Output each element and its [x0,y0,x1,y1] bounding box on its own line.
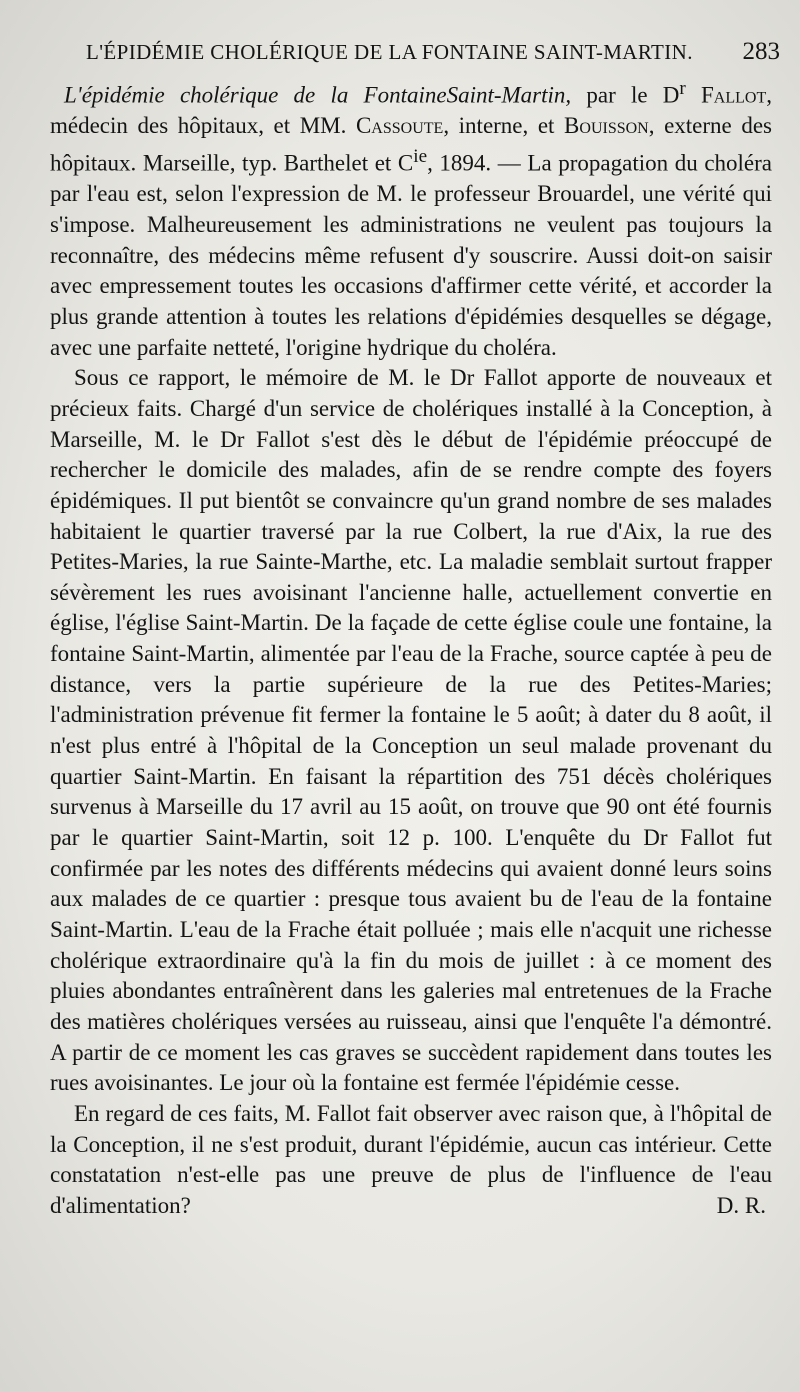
signature: D. R. [716,1192,766,1218]
review-paragraph-1 [50,74,772,363]
doctor-abbrev-sup: r [679,78,686,99]
authors-intro: par le D [571,82,680,108]
authors-text-2: , interne, et [443,113,565,139]
author-cassoute: Cassoute [355,113,444,139]
paragraph-3-text: En regard de ces faits, M. Fallot fait observer avec raison que, à l'hôpital de la Conception, il ne s'est produit, durant l'épidémie, aucun cas intérieur. Cette constatation n'est-elle pas une preuve de plus de l'influence de l'eau d'alimentation? [50,1100,772,1218]
review-paragraph-2: Sous ce rapport, le mémoire de M. le Dr Fallot apporte de nouveaux et précieux faits. Chargé d'un service de cholériques installé à la Conception, à Marseille, M. le Dr Fallot s'est dès le début de l'épidémie préoccupé de rechercher le domicile des malades, afin de se rendre compte des foyers épidémiques. Il put bientôt se convaincre qu'un grand nombre de ses malades habitaient le quartier traversé par la rue Colbert, la rue d'Aix, la rue des Petites-Maries, la rue Sainte-Marthe, etc. La maladie semblait surtout frapper sévèrement les rues avoisinant l'ancienne halle, actuellement convertie en église, l'église Saint-Martin. De la façade de cette église coule une fontaine, la fontaine Saint-Martin, alimentée par l'eau de la Frache, source captée à peu de distance, vers la partie supérieure de la rue des Petites-Maries; l'administration prévenue fit fermer la fontaine le 5 août; à dater du 8 août, il n'est plus entré à l'hôpital de la Conception un seul malade provenant du quartier Saint-Martin. En faisant la répartition des 751 décès cholériques survenus à Marseille du 17 avril au 15 août, on trouve que 90 ont été fournis par le quartier Saint-Martin, soit 12 p. 100. L'enquête du Dr Fallot fut confirmée par les notes des différents médecins qui avaient donné leurs soins aux malades de ce quartier : presque tous avaient bu de l'eau de la fontaine Saint-Martin. L'eau de la Frache était polluée ; mais elle n'acquit une richesse cholérique extraordinaire qu'à la fin du mois de juillet : à ce moment des pluies abondantes entraînèrent dans les galeries mal entretenues de la Frache des matières cholériques versées au ruisseau, ainsi que l'enquête l'a démontré. A partir de ce moment les cas graves se succèdent rapidement dans toutes les rues avoisinantes. Le jour où la fontaine est fermée l'épidémie cesse. [50,365,772,1096]
running-title: L'ÉPIDÉMIE CHOLÉRIQUE DE LA FONTAINE SAINT-MARTIN. [86,40,693,64]
page-header [86,40,780,74]
authors-text-1: , médecin des hôpitaux, et MM. [50,82,772,139]
article-body [50,74,772,1222]
review-paragraph-3 [50,1099,772,1222]
author-fallot: Fallot [701,82,767,108]
author-bouisson: Bouisson [564,113,649,139]
article-title: L'épidémie cholérique de la FontaineSaint-Martin, [64,82,572,108]
publisher-sup: ie [413,145,428,167]
paragraph-1-text: , 1894. — La propagation du choléra par l'eau est, selon l'expression de M. le professeur Brouardel, une vérité qui s'impose. Malheureusement les administrations ne veulent pas toujours la reconnaître, des médecins même refusent d'y souscrire. Aussi doit-on saisir avec empressement toutes les occasions d'affirmer cette vérité, et accorder la plus grande attention à toutes les relations d'épidémies desquelles se dégage, avec une parfaite netteté, l'origine hydrique du choléra. [50,150,772,360]
page-number: 283 [742,38,780,65]
authors-text-3: , externe des hôpitaux. Marseille, typ. Barthelet et C [50,113,772,176]
